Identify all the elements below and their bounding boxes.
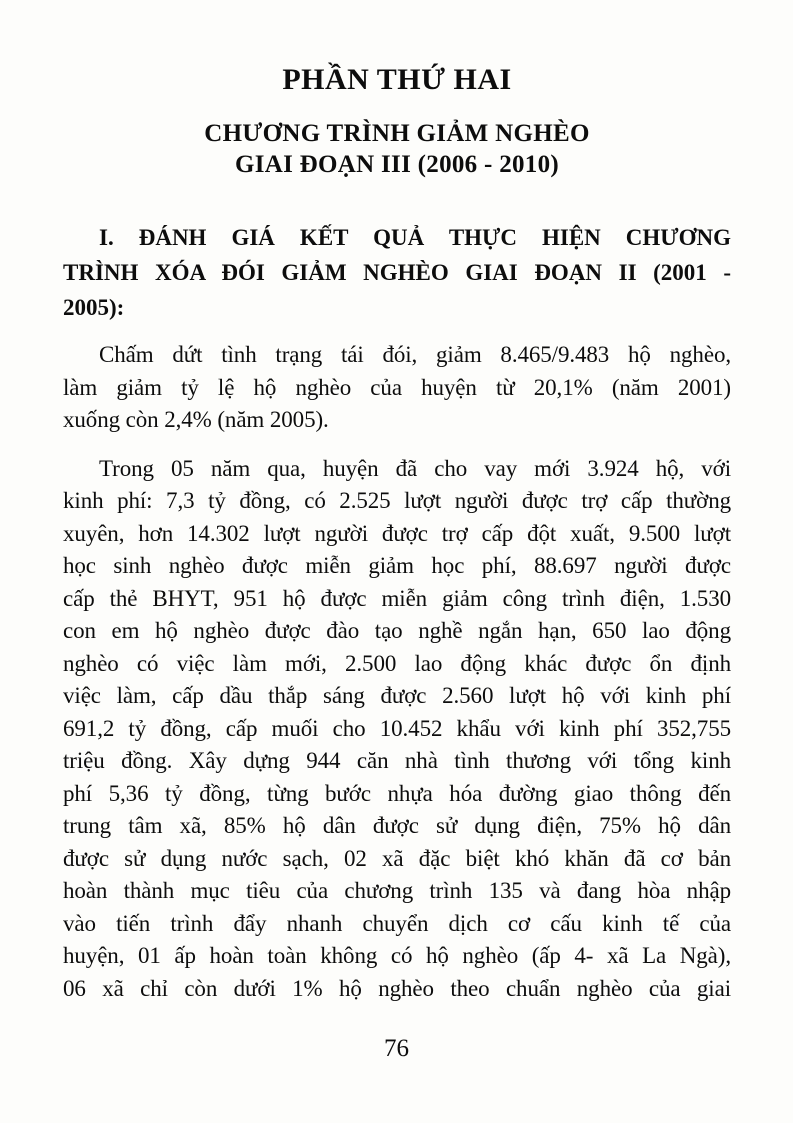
text-line: nghèo có việc làm mới, 2.500 lao động khác được ổn định xyxy=(63,650,731,676)
paragraph-1 xyxy=(63,339,731,437)
text-line: 2005): xyxy=(63,295,125,320)
text-line: Trong 05 năm qua, huyện đã cho vay mới 3.924 hộ, với xyxy=(99,455,731,481)
text-line: huyện, 01 ấp hoàn toàn không có hộ nghèo (ấp 4- xã La Ngà), xyxy=(63,943,731,968)
page-number: 76 xyxy=(384,1035,409,1062)
text-line: triệu đồng. Xây dựng 944 căn nhà tình thương với tổng kinh xyxy=(63,748,731,773)
text-line: phí 5,36 tỷ đồng, từng bước nhựa hóa đường giao thông đến xyxy=(63,780,731,806)
text-line: trung tâm xã, 85% hộ dân được sử dụng điện, 75% hộ dân xyxy=(63,813,731,838)
text-line: làm giảm tỷ lệ hộ nghèo của huyện từ 20,1% (năm 2001) xyxy=(63,374,731,400)
section-heading xyxy=(63,220,731,325)
text-line: 06 xã chỉ còn dưới 1% hộ nghèo theo chuẩn nghèo của giai xyxy=(63,975,731,1001)
text-line: xuống còn 2,4% (năm 2005). xyxy=(63,407,329,432)
text-line: xuyên, hơn 14.302 lượt người được trợ cấp đột xuất, 9.500 lượt xyxy=(63,520,731,546)
text-line: việc làm, cấp dầu thắp sáng được 2.560 lượt hộ với kinh phí xyxy=(63,683,731,708)
text-line: I. ĐÁNH GIÁ KẾT QUẢ THỰC HIỆN CHƯƠNG xyxy=(99,225,731,250)
part-title: PHẦN THỨ HAI xyxy=(282,63,512,96)
page-content xyxy=(63,0,731,1005)
text-line: kinh phí: 7,3 tỷ đồng, có 2.525 lượt người được trợ cấp thường xyxy=(63,488,731,513)
paragraph-2 xyxy=(63,453,731,1006)
text-line: cấp thẻ BHYT, 951 hộ được miễn giảm công trình điện, 1.530 xyxy=(63,585,731,611)
text-line: vào tiến trình đẩy nhanh chuyển dịch cơ cấu kinh tế của xyxy=(63,910,731,936)
text-line: TRÌNH XÓA ĐÓI GIẢM NGHÈO GIAI ĐOẠN II (2001 - xyxy=(63,260,731,285)
text-line: học sinh nghèo được miễn giảm học phí, 88.697 người được xyxy=(63,553,731,578)
chapter-title xyxy=(63,118,731,180)
text-line: con em hộ nghèo được đào tạo nghề ngắn hạn, 650 lao động xyxy=(63,618,731,643)
text-line: được sử dụng nước sạch, 02 xã đặc biệt khó khăn đã cơ bản xyxy=(63,845,731,871)
chapter-title-line-2: GIAI ĐOẠN III (2006 - 2010) xyxy=(234,151,560,178)
text-line: Chấm dứt tình trạng tái đói, giảm 8.465/9.483 hộ nghèo, xyxy=(99,342,731,367)
chapter-title-line-1: CHƯƠNG TRÌNH GIẢM NGHÈO xyxy=(204,120,590,147)
text-line: 691,2 tỷ đồng, cấp muối cho 10.452 khẩu với kinh phí 352,755 xyxy=(63,715,731,741)
text-line: hoàn thành mục tiêu của chương trình 135 và đang hòa nhập xyxy=(63,878,731,903)
